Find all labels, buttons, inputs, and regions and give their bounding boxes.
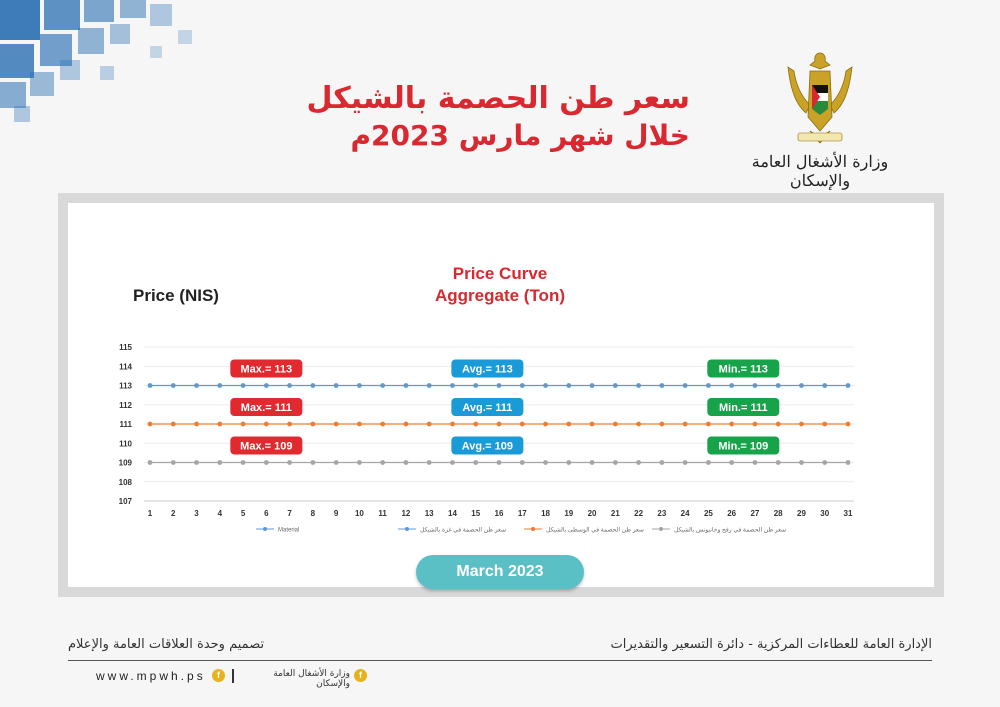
data-point <box>659 422 664 427</box>
data-point <box>171 422 176 427</box>
data-point <box>171 460 176 465</box>
y-axis-label: Price (NIS) <box>133 286 219 305</box>
data-point <box>334 383 339 388</box>
data-point <box>636 460 641 465</box>
avg-badge-label: Avg.= 113 <box>462 363 513 376</box>
data-point <box>450 383 455 388</box>
x-tick-label: 8 <box>310 509 316 518</box>
x-tick-label: 2 <box>171 509 176 518</box>
data-point <box>148 383 153 388</box>
max-badge-label: Max.= 113 <box>240 363 293 376</box>
legend-marker <box>659 527 663 531</box>
data-point <box>706 422 711 427</box>
min-badge-label: Min.= 113 <box>718 363 768 376</box>
y-tick-label: 112 <box>119 400 132 410</box>
title-line-2: خلال شهر مارس 2023م <box>350 119 690 152</box>
facebook-icon-secondary[interactable]: f <box>354 669 367 682</box>
y-tick-label: 113 <box>119 381 132 391</box>
x-tick-label: 26 <box>727 509 737 518</box>
data-point <box>264 383 269 388</box>
data-point <box>822 383 827 388</box>
data-point <box>310 460 315 465</box>
data-point <box>613 383 618 388</box>
data-point <box>613 460 618 465</box>
data-point <box>334 422 339 427</box>
x-tick-label: 14 <box>448 509 457 518</box>
x-tick-label: 23 <box>657 509 667 518</box>
y-tick-label: 115 <box>119 343 132 352</box>
data-point <box>590 383 595 388</box>
data-point <box>450 422 455 427</box>
legend-entry: سعر طن الحصمة في غزة بالشيكل <box>420 527 506 534</box>
data-point <box>357 383 362 388</box>
x-tick-label: 20 <box>587 509 597 518</box>
data-point <box>380 422 385 427</box>
data-point <box>287 422 292 427</box>
data-point <box>776 383 781 388</box>
x-tick-label: 6 <box>264 509 269 518</box>
x-tick-label: 29 <box>797 509 806 518</box>
x-tick-label: 31 <box>843 509 853 518</box>
chart-subtitle: Aggregate (Ton) <box>434 286 566 305</box>
x-tick-label: 19 <box>564 509 574 518</box>
data-point <box>287 383 292 388</box>
x-tick-label: 3 <box>194 509 199 518</box>
data-point <box>171 383 176 388</box>
data-point <box>822 422 827 427</box>
data-point <box>497 460 502 465</box>
data-point <box>753 383 758 388</box>
data-point <box>404 422 409 427</box>
data-point <box>799 383 804 388</box>
y-tick-label: 111 <box>119 420 132 429</box>
data-point <box>543 422 548 427</box>
data-point <box>217 383 222 388</box>
data-point <box>799 460 804 465</box>
data-point <box>427 383 432 388</box>
data-point <box>148 460 153 465</box>
min-badge-label: Min.= 109 <box>718 440 769 453</box>
data-point <box>822 460 827 465</box>
x-tick-label: 16 <box>494 509 504 518</box>
data-point <box>729 383 734 388</box>
data-point <box>194 460 199 465</box>
x-tick-label: 1 <box>147 509 153 518</box>
data-point <box>217 422 222 427</box>
data-point <box>729 422 734 427</box>
data-point <box>497 422 502 427</box>
x-tick-label: 11 <box>378 509 387 518</box>
page-title <box>250 80 690 154</box>
data-point <box>264 422 269 427</box>
title-line-1: سعر طن الحصمة بالشيكل <box>306 81 690 116</box>
x-tick-label: 27 <box>750 509 760 518</box>
palestine-eagle-emblem-icon <box>780 45 860 150</box>
data-point <box>380 460 385 465</box>
data-point <box>543 460 548 465</box>
legend-marker <box>405 527 409 531</box>
data-point <box>520 383 525 388</box>
x-tick-label: 13 <box>424 509 434 518</box>
x-tick-label: 24 <box>680 509 690 518</box>
data-point <box>706 460 711 465</box>
data-point <box>148 422 153 427</box>
footer-design-credit: تصميم وحدة العلاقات العامة والإعلام <box>68 637 265 652</box>
data-point <box>310 422 315 427</box>
footer-ministry-name: وزارة الأشغال العامة والإسكان <box>273 669 350 689</box>
x-tick-label: 9 <box>333 509 339 518</box>
x-tick-label: 25 <box>703 509 713 518</box>
legend-marker <box>531 527 535 531</box>
x-tick-label: 5 <box>240 509 246 518</box>
y-tick-label: 107 <box>118 497 132 506</box>
legend-entry: سعر طن الحصمة في الوسطى بالشيكل <box>546 527 644 534</box>
data-point <box>590 460 595 465</box>
data-point <box>636 422 641 427</box>
data-point <box>287 460 292 465</box>
x-tick-label: 15 <box>471 509 481 518</box>
footer-separator <box>232 669 234 683</box>
avg-badge-label: Avg.= 111 <box>462 402 513 414</box>
data-point <box>566 422 571 427</box>
data-point <box>846 383 851 388</box>
data-point <box>846 422 851 427</box>
max-badge-label: Max.= 111 <box>240 402 292 414</box>
data-point <box>566 460 571 465</box>
x-tick-label: 17 <box>517 509 527 518</box>
x-tick-label: 7 <box>287 509 292 518</box>
data-point <box>659 460 664 465</box>
x-tick-label: 28 <box>773 509 783 518</box>
avg-badge-label: Avg.= 109 <box>461 440 513 453</box>
y-tick-label: 109 <box>118 458 132 468</box>
data-point <box>659 383 664 388</box>
data-point <box>753 422 758 427</box>
data-point <box>520 422 525 427</box>
data-point <box>404 460 409 465</box>
x-tick-label: 18 <box>541 509 550 518</box>
data-point <box>799 422 804 427</box>
data-point <box>566 383 571 388</box>
data-point <box>194 422 199 427</box>
footer-divider <box>68 660 932 661</box>
legend-marker <box>263 527 267 531</box>
y-tick-label: 108 <box>118 477 132 487</box>
website-link[interactable]: www.mpwh.ps <box>96 669 206 683</box>
y-tick-label: 114 <box>119 362 132 372</box>
x-tick-label: 10 <box>354 509 364 518</box>
data-point <box>450 460 455 465</box>
month-label: March 2023 <box>416 555 584 589</box>
data-point <box>427 460 432 465</box>
data-point <box>520 460 525 465</box>
data-point <box>194 383 199 388</box>
data-point <box>380 383 385 388</box>
data-point <box>357 460 362 465</box>
y-tick-label: 110 <box>119 439 132 449</box>
facebook-icon[interactable]: f <box>212 669 225 682</box>
x-tick-label: 4 <box>217 509 223 518</box>
data-point <box>753 460 758 465</box>
data-point <box>264 460 269 465</box>
data-point <box>473 422 478 427</box>
data-point <box>683 460 688 465</box>
data-point <box>590 422 595 427</box>
data-point <box>310 383 315 388</box>
data-point <box>776 460 781 465</box>
data-point <box>706 383 711 388</box>
footer-department-text: الإدارة العامة للعطاءات المركزية - دائرة التسعير والتقديرات <box>610 637 932 652</box>
data-point <box>613 422 618 427</box>
price-curve-chart <box>68 203 934 587</box>
data-point <box>683 422 688 427</box>
legend-entry: Material <box>278 527 300 534</box>
chart-title: Price Curve <box>452 264 548 283</box>
data-point <box>729 460 734 465</box>
min-badge-label: Min.= 111 <box>718 402 768 414</box>
x-tick-label: 21 <box>610 509 620 518</box>
max-badge-label: Max.= 109 <box>240 440 293 453</box>
data-point <box>241 422 246 427</box>
data-point <box>683 383 688 388</box>
x-tick-label: 30 <box>820 509 830 518</box>
data-point <box>473 383 478 388</box>
legend-entry: سعر طن الحصمة في رفح وخانيونس بالشيكل <box>674 527 787 534</box>
data-point <box>497 383 502 388</box>
data-point <box>404 383 409 388</box>
data-point <box>241 460 246 465</box>
data-point <box>636 383 641 388</box>
data-point <box>217 460 222 465</box>
x-tick-label: 22 <box>634 509 644 518</box>
data-point <box>357 422 362 427</box>
data-point <box>241 383 246 388</box>
x-tick-label: 12 <box>401 509 411 518</box>
data-point <box>543 383 548 388</box>
ministry-name: وزارة الأشغال العامة والإسكان <box>751 152 889 190</box>
data-point <box>776 422 781 427</box>
data-point <box>473 460 478 465</box>
data-point <box>427 422 432 427</box>
data-point <box>334 460 339 465</box>
data-point <box>846 460 851 465</box>
